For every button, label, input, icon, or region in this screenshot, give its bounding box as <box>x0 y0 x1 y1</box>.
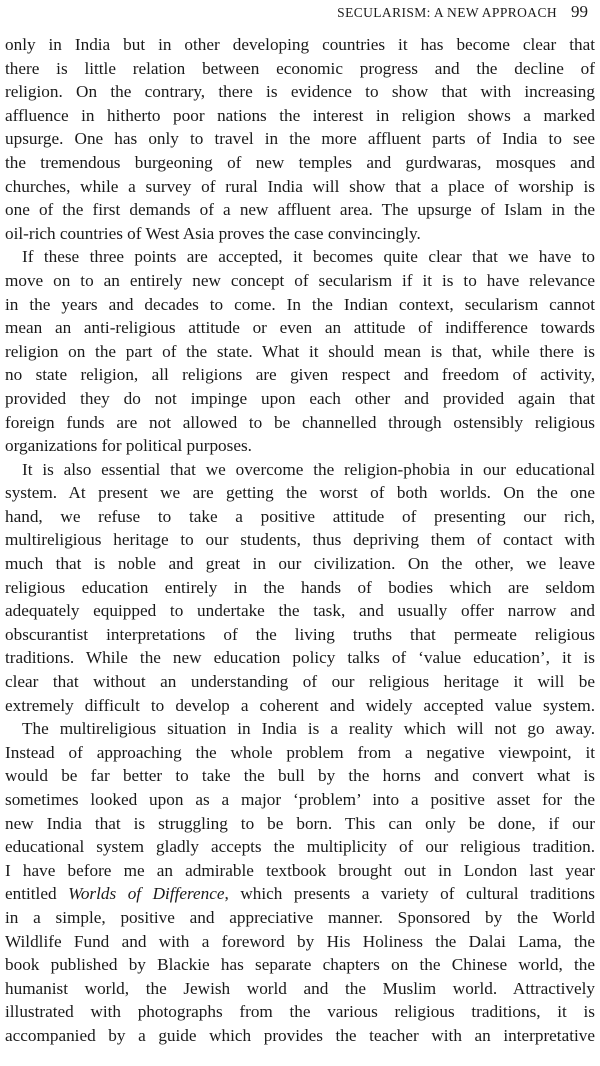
text-line: Wildlife Fund and with a foreword by His Holiness the Dalai Lama, the <box>5 931 595 951</box>
text-line: Instead of approaching the whole problem from a negative viewpoint, it <box>5 742 595 762</box>
text-line: move on to an entirely new concept of secularism if it is to have relevance <box>5 270 595 290</box>
text-line: If these three points are accepted, it becomes quite clear that we have to <box>22 247 595 267</box>
text-line: adequately equipped to undertake the task, and usually offer narrow and <box>5 601 595 621</box>
text-line: multireligious heritage to our students, thus depriving them of contact with <box>5 530 595 550</box>
paragraph <box>5 458 595 718</box>
text-line: accompanied by a guide which provides the teacher with an interpretative <box>5 1025 595 1045</box>
text-line: in a simple, positive and appreciative manner. Sponsored by the World <box>5 907 595 927</box>
paragraph <box>5 717 595 1047</box>
text-line: in the years and decades to come. In the Indian context, secularism cannot <box>5 294 595 314</box>
text-line: organizations for political purposes. <box>5 436 252 456</box>
text-line: illustrated with photographs from the various religious traditions, it is <box>5 1002 595 1022</box>
title-line-after: , which presents a variety of cultural traditions <box>224 884 595 904</box>
text-line: sometimes looked upon as a major ‘problem’ into a positive asset for the <box>5 790 595 809</box>
paragraph <box>5 245 595 457</box>
text-line: foreign funds are not allowed to be channelled through ostensibly religious <box>5 412 595 432</box>
text-line: provided they do not impinge upon each other and provided again that <box>5 388 595 408</box>
running-head <box>337 2 588 24</box>
page-number: 99 <box>571 2 588 21</box>
title-line-before: entitled <box>5 884 69 904</box>
text-line: new India that is struggling to be born. This can only be done, if our <box>5 813 595 833</box>
text-line: system. At present we are getting the worst of both worlds. On the one <box>5 483 595 503</box>
text-line: religion on the part of the state. What it should mean is that, while there is <box>5 341 595 361</box>
text-line: religion. On the contrary, there is evidence to show that with increasing <box>5 82 595 102</box>
text-line: hand, we refuse to take a positive attitude of presenting our rich, <box>5 506 595 526</box>
text-line: It is also essential that we overcome the religion-phobia in our educational <box>22 459 595 479</box>
text-line: affluence in hitherto poor nations the interest in religion shows a marked <box>5 105 595 125</box>
text-line: no state religion, all religions are given respect and freedom of activity, <box>5 365 595 385</box>
text-line: clear that without an understanding of our religious heritage it will be <box>5 672 595 692</box>
text-line: educational system gladly accepts the multiplicity of our religious tradition. <box>5 837 595 857</box>
running-title: SECULARISM: A NEW APPROACH <box>337 5 557 20</box>
text-line: the tremendous burgeoning of new temples and gurdwaras, mosques and <box>5 152 595 172</box>
text-line: The multireligious situation in India is a reality which will not go away. <box>22 719 595 739</box>
text-line: oil-rich countries of West Asia proves the case convincingly. <box>5 223 421 243</box>
body-text <box>5 33 595 1048</box>
text-line: one of the first demands of a new affluent area. The upsurge of Islam in the <box>5 200 595 220</box>
text-line: extremely difficult to develop a coherent and widely accepted value system. <box>5 695 595 715</box>
text-line: religious education entirely in the hands of bodies which are seldom <box>5 577 595 597</box>
book-title: Worlds of Difference <box>68 884 225 904</box>
text-line-with-title <box>5 882 595 906</box>
text-line: much that is noble and great in our civilization. On the other, we leave <box>5 554 595 574</box>
text-line: churches, while a survey of rural India will show that a place of worship is <box>5 176 595 196</box>
text-line: only in India but in other developing countries it has become clear that <box>5 35 595 54</box>
text-line: obscurantist interpretations of the living truths that permeate religious <box>5 624 595 644</box>
text-line: upsurge. One has only to travel in the more affluent parts of India to see <box>5 129 595 149</box>
paragraph <box>5 33 595 245</box>
text-line: humanist world, the Jewish world and the Muslim world. Attractively <box>5 978 595 998</box>
text-line: there is little relation between economic progress and the decline of <box>5 58 595 78</box>
text-line: I have before me an admirable textbook brought out in London last year <box>5 860 595 880</box>
text-line: mean an anti-religious attitude or even an attitude of indifference towards <box>5 318 595 338</box>
text-line: book published by Blackie has separate chapters on the Chinese world, the <box>5 955 595 975</box>
text-line: traditions. While the new education policy talks of ‘value education’, it is <box>5 648 595 668</box>
text-line: would be far better to take the bull by the horns and convert what is <box>5 766 595 786</box>
